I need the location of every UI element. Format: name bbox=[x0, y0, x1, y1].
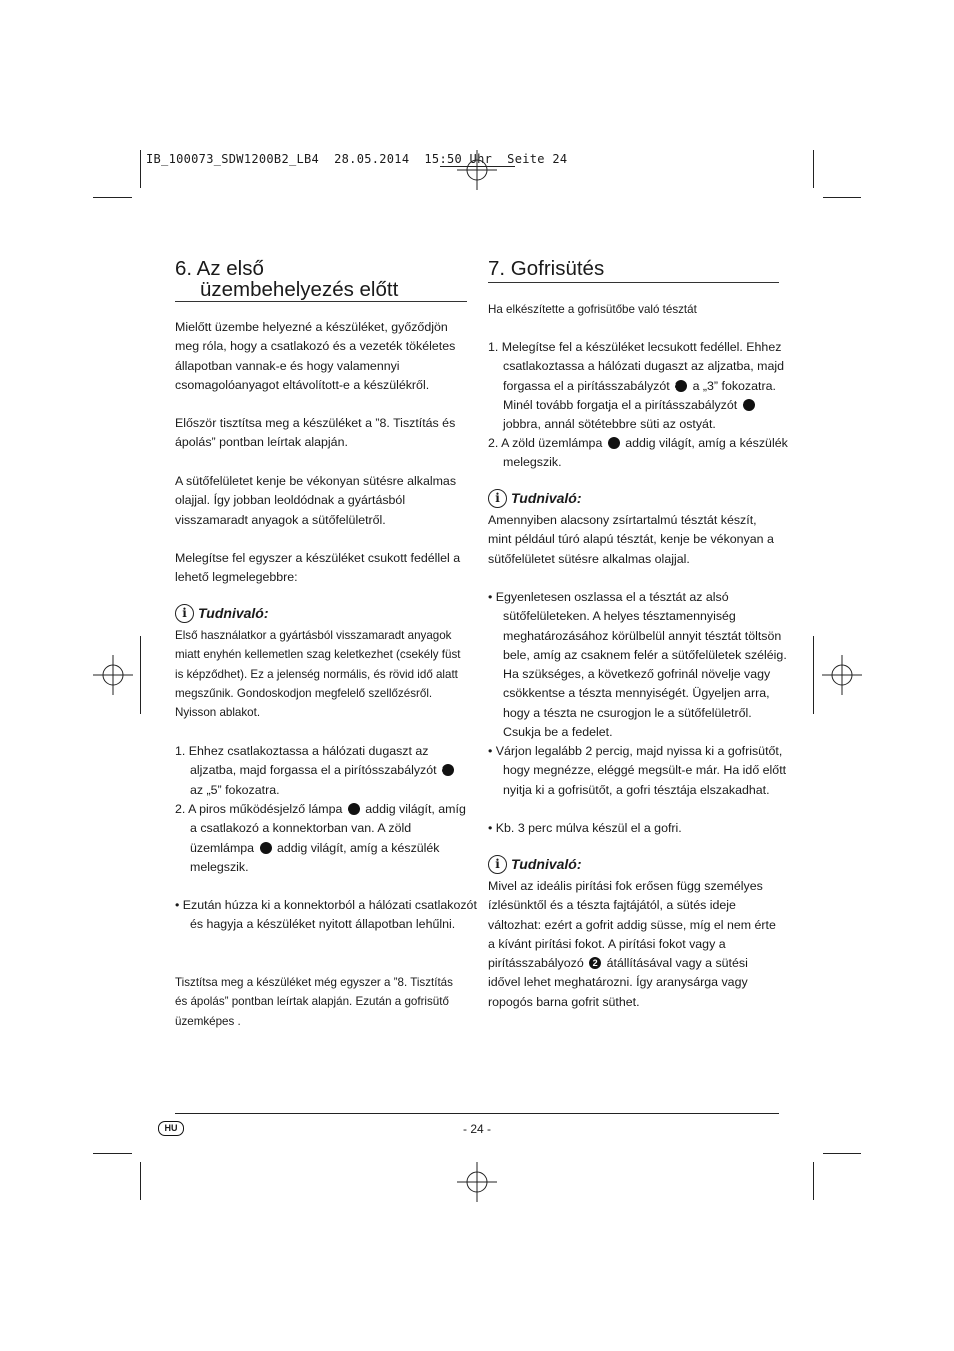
crop-mark bbox=[813, 1162, 814, 1200]
section-6-para5: Tisztítsa meg a készüléket még egyszer a ”8. Tisztítás és ápolás” pontban leírtak alapján. Ezután a gofrisütő üzemképes . bbox=[175, 976, 453, 1028]
registration-mark-left bbox=[93, 655, 133, 695]
badge-2: 2 bbox=[675, 380, 687, 392]
section-7-title: 7. Gofrisütés bbox=[488, 257, 605, 280]
section-7-note2-heading: i Tudnivaló: bbox=[488, 855, 582, 874]
info-icon: i bbox=[488, 855, 507, 874]
crop-mark bbox=[140, 1162, 141, 1200]
badge-1: 1 bbox=[260, 842, 272, 854]
badge-1: 1 bbox=[348, 803, 360, 815]
section-6-para4: Melegítse fel egyszer a készüléket csukott fedéllel a lehető legmelegebbre: bbox=[175, 551, 461, 585]
crop-mark bbox=[140, 150, 141, 188]
registration-mark-top bbox=[457, 150, 497, 190]
section-6-bullet: • Ezután húzza ki a konnektorból a hálózati csatlakozót és hagyja a készüléket nyitott állapotban lehűlni. bbox=[175, 898, 477, 932]
language-badge: HU bbox=[158, 1121, 184, 1136]
section-6-step-1: 1. Ehhez csatlakoztassa a hálózati dugaszt az aljzatba, majd forgassa el a pirítósszabályzót 2 az „5” fokozatra. bbox=[175, 742, 467, 800]
badge-1: 1 bbox=[608, 437, 620, 449]
badge-2: 2 bbox=[442, 764, 454, 776]
section-6-title: 6. Az első üzembehelyezés előtt bbox=[175, 257, 399, 301]
info-icon: i bbox=[488, 489, 507, 508]
section-6-step-2: 2. A piros működésjelző lámpa 1 addig világít, amíg a csatlakozó a konnektorban van. A zöld üzemlámpa 1 addig világít, amíg a készülék melegszik. bbox=[175, 802, 466, 874]
crop-mark bbox=[813, 150, 814, 188]
crop-mark bbox=[93, 197, 132, 198]
footer-rule bbox=[175, 1113, 779, 1114]
print-slug: IB_100073_SDW1200B2_LB4 28.05.2014 15:50 Uhr Seite 24 bbox=[146, 152, 568, 166]
side-mark bbox=[140, 636, 141, 714]
side-mark bbox=[813, 636, 814, 714]
info-icon: i bbox=[175, 604, 194, 623]
section-6-para3: A sütőfelületet kenje be vékonyan sütésre alkalmas olajjal. Így jobban leoldódnak a gyártásból visszamaradt anyagok a sütőfelületről. bbox=[175, 474, 457, 527]
section-7-bullet-1: • Egyenletesen oszlassa el a tésztát az alsó sütőfelületeken. A helyes tésztamennyiség meghatározásához körülbelül annyit tésztát töltsön bele, amíg az csaknem felér a sütőfelületek széléig. Ha szükséges, a következő gofrinál növelje vagy csökkentse a tészta mennyiségét. Ügyeljen arra, hogy a tészta ne csurogjon le a sütőfelületről. Csukja be a fedelet. bbox=[488, 590, 787, 740]
section-7-note1-heading: i Tudnivaló: bbox=[488, 489, 582, 508]
crop-mark bbox=[823, 1153, 861, 1154]
section-6-para1: Mielőtt üzembe helyezné a készüléket, győződjön meg róla, hogy a csatlakozó és a vezeték tökéletes állapotban vannak-e és hogy valamennyi csomagolóanyagot eltávolított-e a készülékről. bbox=[175, 320, 456, 392]
crop-mark bbox=[823, 197, 861, 198]
registration-mark-bottom bbox=[457, 1162, 497, 1202]
page-number: - 24 - bbox=[462, 1122, 491, 1136]
section-7-note1-text: Amennyiben alacsony zsírtartalmú tésztát készít, mint például túró alapú tésztát, kenje be vékonyan a sütőfelületet sütésre alkalmas olajjal. bbox=[488, 513, 774, 566]
registration-mark-right bbox=[822, 655, 862, 695]
section-6-rule bbox=[175, 301, 467, 302]
section-6-note-heading: i Tudnivaló: bbox=[175, 604, 269, 623]
section-7-bullet-2: • Várjon legalább 2 percig, majd nyissa ki a gofrisütőt, hogy megnézze, eléggé megsült-e már. Ha idő előtt nyitja ki a gofrisütőt, a gofri tésztája elszakadhat. bbox=[488, 744, 787, 797]
badge-2: 2 bbox=[743, 399, 755, 411]
section-7-intro: Ha elkészítette a gofrisütőbe való tésztát bbox=[488, 303, 697, 316]
section-7-step-1: 1. Melegítse fel a készüléket lecsukott fedéllel. Ehhez csatlakoztassa a hálózati dugaszt az aljzatba, majd forgassa el a pirításszabályzót 2 a „3” fokozatra. Minél tovább forgatja el a pirításszabályzót 2 jobbra, annál sötétebbre süti az ostyát. bbox=[488, 340, 785, 432]
section-7-bullet-3: • Kb. 3 perc múlva készül el a gofri. bbox=[488, 821, 682, 835]
section-7-step-2: 2. A zöld üzemlámpa 1 addig világít, amíg a készülék melegszik. bbox=[488, 436, 788, 470]
crop-mark bbox=[93, 1153, 132, 1154]
section-6-note-text: Első használatkor a gyártásból visszamaradt anyagok miatt enyhén kellemetlen szag keletkezhet (csekély füst is képződhet). Ez a jelenség normális, és rövid idő alatt megszűnik. Gondoskodjon megfelelő szellőzésről. Nyisson ablakot. bbox=[175, 629, 461, 720]
section-6-para2: Először tisztítsa meg a készüléket a ”8. Tisztítás és ápolás” pontban leírtak alapján. bbox=[175, 416, 456, 450]
section-7-note2-text: Mivel az ideális pirítási fok erősen függ személyes ízlésünktől és a tészta fajtájától, a sütés ideje változhat: ezért a gofrit addig süsse, míg el nem érte a kívánt pirítási fokot. A pirítási fokot vagy a pirításszabályozó 2 átállításával vagy a sütési idővel lehet meghatározni. Így aranysárga vagy ropogós barna gofrit süthet. bbox=[488, 879, 776, 1009]
section-7-rule bbox=[488, 282, 779, 283]
badge-2: 2 bbox=[589, 957, 601, 969]
